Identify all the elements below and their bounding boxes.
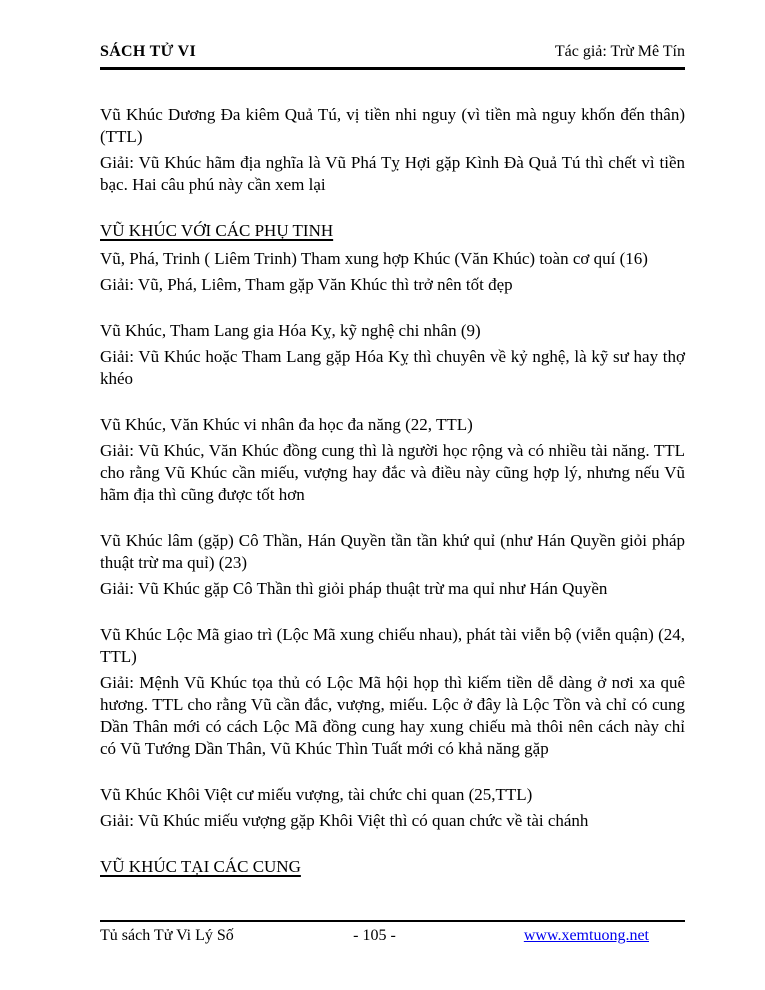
body-paragraph: Vũ Khúc, Văn Khúc vi nhân đa học đa năng (22, TTL)	[100, 415, 473, 434]
body-paragraph: Vũ Khúc Dương Đa kiêm Quả Tú, vị tiền nhi nguy (vì tiền mà nguy khốn đến thân) (TTL)	[100, 105, 685, 146]
section-heading-text: VŨ KHÚC TẠI CÁC CUNG	[100, 857, 301, 876]
body-paragraph: Giải: Vũ, Phá, Liêm, Tham gặp Văn Khúc thì trở nên tốt đẹp	[100, 275, 513, 294]
section-heading-text: VŨ KHÚC VỚI CÁC PHỤ TINH	[100, 221, 334, 240]
body-paragraph: Vũ Khúc Lộc Mã giao trì (Lộc Mã xung chiếu nhau), phát tài viễn bộ (viễn quận) (24, TTL)	[100, 625, 685, 666]
footer-link-container	[466, 926, 685, 946]
body-paragraph: Vũ Khúc, Tham Lang gia Hóa Kỵ, kỹ nghệ chi nhân (9)	[100, 321, 481, 340]
page-body	[100, 70, 685, 878]
page-header	[100, 0, 685, 70]
body-paragraph: Giải: Vũ Khúc hoặc Tham Lang gặp Hóa Kỵ thì chuyên về kỷ nghệ, là kỹ sư hay thợ khéo	[100, 347, 685, 388]
body-paragraph: Giải: Vũ Khúc, Văn Khúc đồng cung thì là người học rộng và có nhiều tài năng. TTL cho rằng Vũ Khúc cần miếu, vượng hay đắc và điều này cũng hợp lý, nhưng nếu Vũ hãm địa thì cũng được tốt hơn	[100, 441, 685, 504]
section-heading	[100, 220, 685, 242]
body-paragraph: Giải: Vũ Khúc hãm địa nghĩa là Vũ Phá Tỵ Hợi gặp Kình Đà Quả Tú thì chết vì tiền bạc. Hai câu phú này cần xem lại	[100, 153, 685, 194]
page-footer	[100, 920, 685, 946]
author-credit: Tác giả: Trừ Mê Tín	[554, 43, 685, 60]
body-paragraph: Vũ Khúc lâm (gặp) Cô Thần, Hán Quyền tần tần khứ quỉ (như Hán Quyền giỏi pháp thuật trừ ma quỉ) (23)	[100, 531, 685, 572]
book-title: SÁCH TỬ VI	[100, 43, 197, 60]
body-paragraph: Giải: Vũ Khúc gặp Cô Thần thì giỏi pháp thuật trừ ma quỉ như Hán Quyền	[100, 579, 608, 598]
body-paragraph: Vũ, Phá, Trinh ( Liêm Trinh) Tham xung hợp Khúc (Văn Khúc) toàn cơ quí (16)	[100, 249, 648, 268]
body-paragraph: Giải: Vũ Khúc miếu vượng gặp Khôi Việt thì có quan chức về tài chánh	[100, 811, 589, 830]
body-paragraph: Giải: Mệnh Vũ Khúc tọa thủ có Lộc Mã hội họp thì kiếm tiền dễ dàng ở nơi xa quê hương. TTL cho rằng Vũ cần đắc, vượng, miếu. Lộc ở đây là Lộc Tồn và chỉ có cung Dần Thân mới có cách Lộc Mã đồng cung hay xung chiếu mà thôi nên cách này chỉ có Vũ Tướng Dần Thân, Vũ Khúc Thìn Tuất mới có khả năng gặp	[100, 673, 685, 758]
page-number: - 105 -	[353, 927, 396, 944]
footer-series-title: Tủ sách Tử Vi Lý Số	[100, 927, 234, 944]
website-link[interactable]: www.xemtuong.net	[523, 927, 649, 944]
section-heading	[100, 856, 685, 878]
body-paragraph: Vũ Khúc Khôi Việt cư miếu vượng, tài chức chi quan (25,TTL)	[100, 785, 533, 804]
